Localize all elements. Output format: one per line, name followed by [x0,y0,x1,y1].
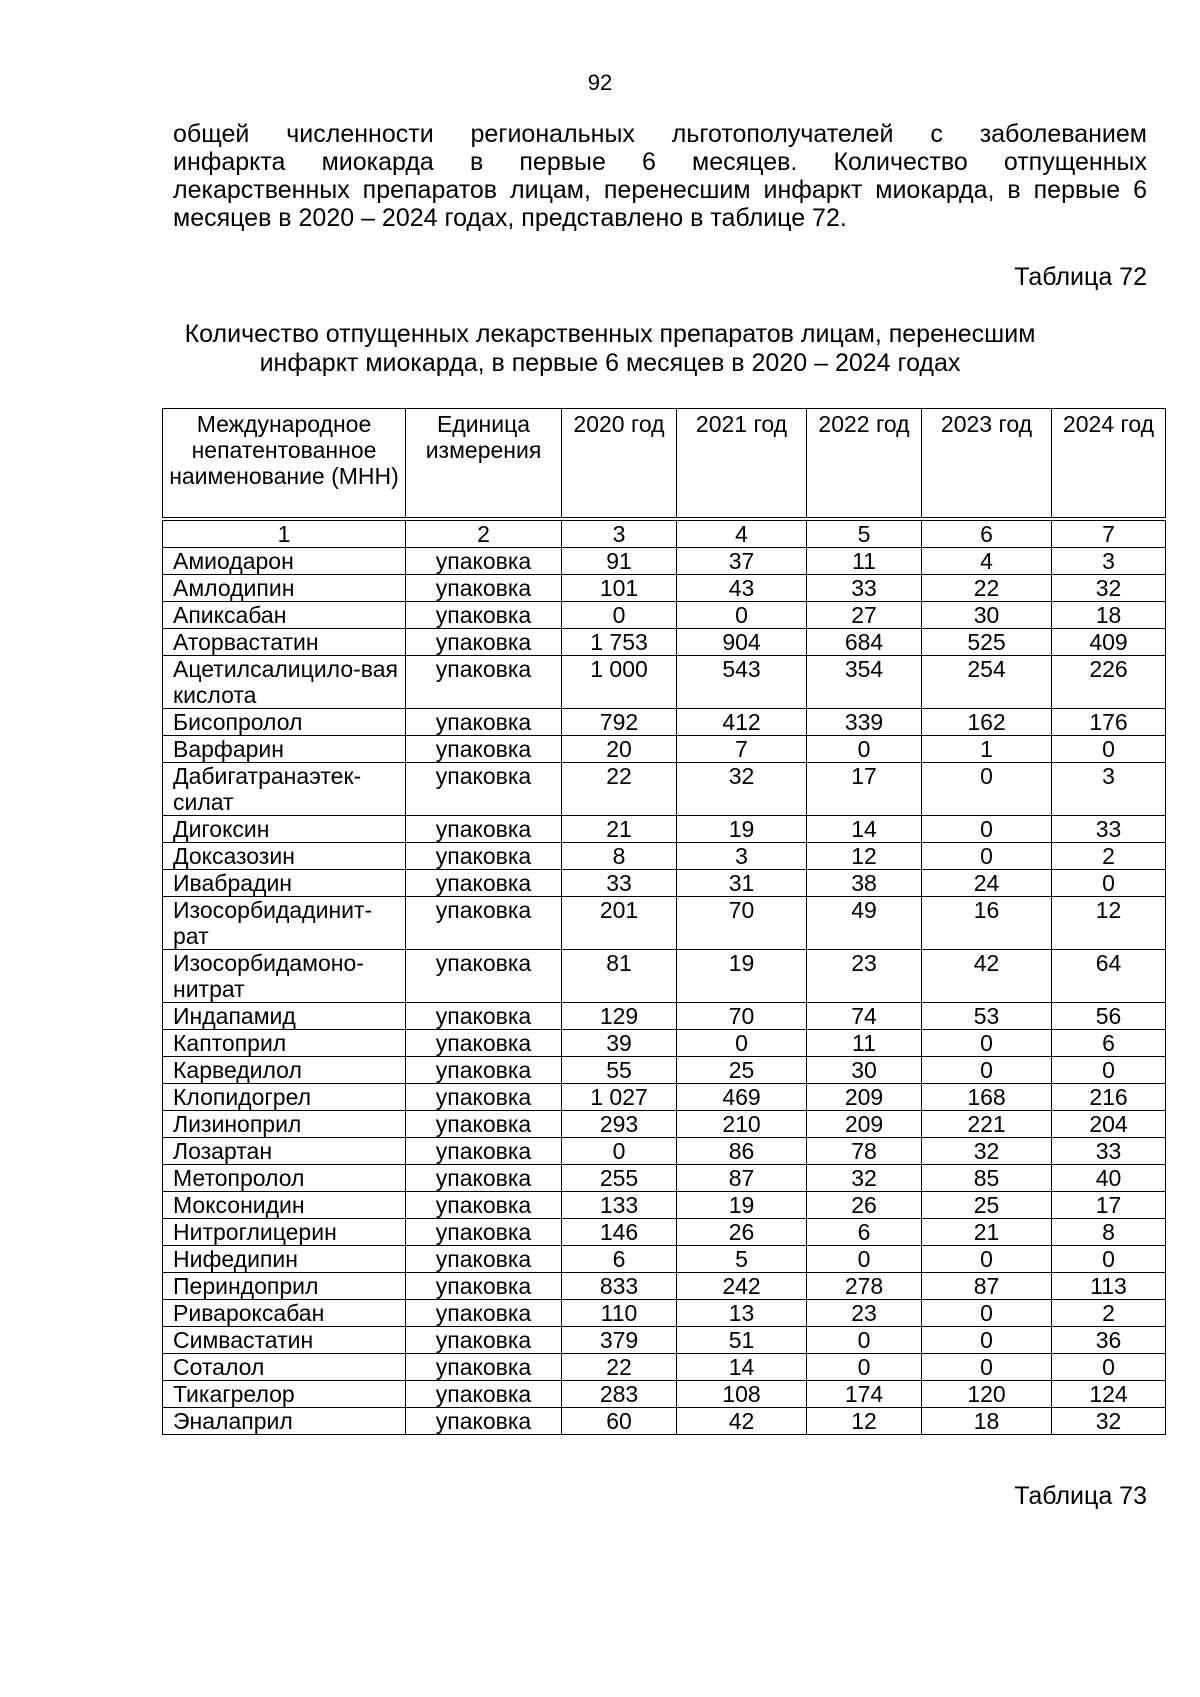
value-cell: 110 [562,1300,677,1327]
table-row [163,1003,1166,1030]
drug-name-cell: Амлодипин [163,575,406,602]
value-cell: 2 [1052,843,1166,870]
value-cell: 30 [807,1057,922,1084]
value-cell: 0 [1052,736,1166,763]
value-cell: 204 [1052,1111,1166,1138]
table-row [163,843,1166,870]
value-cell: 7 [677,736,807,763]
unit-cell: упаковка [406,1138,562,1165]
value-cell: 1 753 [562,629,677,656]
value-cell: 525 [922,629,1052,656]
value-cell: 0 [807,1354,922,1381]
value-cell: 26 [677,1219,807,1246]
table-row [163,1219,1166,1246]
drug-name-cell: Ривароксабан [163,1300,406,1327]
value-cell: 25 [922,1192,1052,1219]
table-row [163,1084,1166,1111]
value-cell: 210 [677,1111,807,1138]
unit-cell: упаковка [406,629,562,656]
drug-name-cell: Карведилол [163,1057,406,1084]
value-cell: 64 [1052,950,1166,1003]
value-cell: 8 [1052,1219,1166,1246]
intro-line: лекарственных препаратов лицам, перенесшим инфаркт миокарда, в первые 6 [173,176,1147,204]
value-cell: 32 [677,763,807,816]
drug-name-cell: Ацетилсалицило-вая кислота [163,656,406,709]
table-73-label: Таблица 73 [1014,1482,1147,1510]
value-cell: 108 [677,1381,807,1408]
value-cell: 21 [562,816,677,843]
value-cell: 0 [807,1327,922,1354]
drug-name-cell: Дабигатранаэтек-силат [163,763,406,816]
value-cell: 409 [1052,629,1166,656]
value-cell: 162 [922,709,1052,736]
value-cell: 543 [677,656,807,709]
table-row [163,1273,1166,1300]
unit-cell: упаковка [406,1165,562,1192]
column-header: 2023 год [922,409,1052,520]
value-cell: 293 [562,1111,677,1138]
value-cell: 833 [562,1273,677,1300]
value-cell: 0 [562,1138,677,1165]
value-cell: 42 [922,950,1052,1003]
value-cell: 0 [922,1327,1052,1354]
column-header: Международное непатентованное наименование (МНН) [163,409,406,520]
unit-cell: упаковка [406,1057,562,1084]
unit-cell: упаковка [406,548,562,575]
value-cell: 254 [922,656,1052,709]
drug-name-cell: Изосорбидамоно-нитрат [163,950,406,1003]
column-number: 7 [1052,519,1166,548]
table-row [163,656,1166,709]
value-cell: 221 [922,1111,1052,1138]
drug-name-cell: Апиксабан [163,602,406,629]
table-row [163,1165,1166,1192]
unit-cell: упаковка [406,1219,562,1246]
value-cell: 19 [677,1192,807,1219]
unit-cell: упаковка [406,1003,562,1030]
value-cell: 12 [807,1408,922,1435]
table-row [163,816,1166,843]
table-row [163,1138,1166,1165]
value-cell: 13 [677,1300,807,1327]
unit-cell: упаковка [406,709,562,736]
value-cell: 904 [677,629,807,656]
medication-table [162,408,1166,1435]
table-row [163,548,1166,575]
value-cell: 379 [562,1327,677,1354]
value-cell: 146 [562,1219,677,1246]
table-row [163,1246,1166,1273]
value-cell: 412 [677,709,807,736]
value-cell: 0 [677,602,807,629]
drug-name-cell: Ивабрадин [163,870,406,897]
column-number: 1 [163,519,406,548]
drug-name-cell: Доксазозин [163,843,406,870]
unit-cell: упаковка [406,1246,562,1273]
value-cell: 113 [1052,1273,1166,1300]
intro-line: общей численности региональных льготополучателей с заболеванием [173,120,1147,148]
value-cell: 17 [1052,1192,1166,1219]
table-row [163,1300,1166,1327]
unit-cell: упаковка [406,1327,562,1354]
value-cell: 31 [677,870,807,897]
value-cell: 0 [807,1246,922,1273]
value-cell: 39 [562,1030,677,1057]
value-cell: 174 [807,1381,922,1408]
value-cell: 469 [677,1084,807,1111]
unit-cell: упаковка [406,763,562,816]
value-cell: 42 [677,1408,807,1435]
value-cell: 70 [677,897,807,950]
unit-cell: упаковка [406,1111,562,1138]
value-cell: 22 [922,575,1052,602]
drug-name-cell: Метопролол [163,1165,406,1192]
value-cell: 684 [807,629,922,656]
drug-name-cell: Соталол [163,1354,406,1381]
value-cell: 33 [1052,816,1166,843]
table-body [163,519,1166,1435]
value-cell: 16 [922,897,1052,950]
value-cell: 1 000 [562,656,677,709]
drug-name-cell: Нифедипин [163,1246,406,1273]
value-cell: 20 [562,736,677,763]
value-cell: 22 [562,1354,677,1381]
value-cell: 32 [807,1165,922,1192]
table-row [163,1057,1166,1084]
value-cell: 792 [562,709,677,736]
value-cell: 6 [1052,1030,1166,1057]
table-72-label: Таблица 72 [1014,263,1147,291]
value-cell: 85 [922,1165,1052,1192]
value-cell: 56 [1052,1003,1166,1030]
drug-name-cell: Лозартан [163,1138,406,1165]
unit-cell: упаковка [406,1381,562,1408]
value-cell: 55 [562,1057,677,1084]
value-cell: 40 [1052,1165,1166,1192]
drug-name-cell: Изосорбидадинит-рат [163,897,406,950]
drug-name-cell: Индапамид [163,1003,406,1030]
value-cell: 1 027 [562,1084,677,1111]
value-cell: 70 [677,1003,807,1030]
value-cell: 81 [562,950,677,1003]
drug-name-cell: Дигоксин [163,816,406,843]
column-header: 2021 год [677,409,807,520]
value-cell: 36 [1052,1327,1166,1354]
table-row [163,950,1166,1003]
value-cell: 133 [562,1192,677,1219]
value-cell: 78 [807,1138,922,1165]
caption-line: Количество отпущенных лекарственных препаратов лицам, перенесшим [184,320,1036,348]
value-cell: 23 [807,1300,922,1327]
drug-name-cell: Варфарин [163,736,406,763]
table-row [163,1354,1166,1381]
drug-name-cell: Лизиноприл [163,1111,406,1138]
value-cell: 25 [677,1057,807,1084]
value-cell: 19 [677,816,807,843]
column-header: 2020 год [562,409,677,520]
unit-cell: упаковка [406,870,562,897]
value-cell: 24 [922,870,1052,897]
value-cell: 74 [807,1003,922,1030]
value-cell: 60 [562,1408,677,1435]
unit-cell: упаковка [406,736,562,763]
value-cell: 0 [922,1354,1052,1381]
value-cell: 33 [1052,1138,1166,1165]
drug-name-cell: Бисопролол [163,709,406,736]
value-cell: 33 [562,870,677,897]
value-cell: 0 [922,843,1052,870]
value-cell: 1 [922,736,1052,763]
column-header: 2022 год [807,409,922,520]
header-row [163,409,1166,520]
drug-name-cell: Клопидогрел [163,1084,406,1111]
value-cell: 0 [677,1030,807,1057]
value-cell: 14 [677,1354,807,1381]
value-cell: 209 [807,1084,922,1111]
value-cell: 0 [922,1057,1052,1084]
value-cell: 51 [677,1327,807,1354]
drug-name-cell: Каптоприл [163,1030,406,1057]
drug-name-cell: Нитроглицерин [163,1219,406,1246]
intro-line: инфаркта миокарда в первые 6 месяцев. Количество отпущенных [173,148,1147,176]
column-number: 4 [677,519,807,548]
value-cell: 339 [807,709,922,736]
drug-name-cell: Тикагрелор [163,1381,406,1408]
table-row [163,1327,1166,1354]
value-cell: 6 [807,1219,922,1246]
column-number: 2 [406,519,562,548]
value-cell: 0 [562,602,677,629]
value-cell: 168 [922,1084,1052,1111]
value-cell: 12 [807,843,922,870]
value-cell: 19 [677,950,807,1003]
value-cell: 27 [807,602,922,629]
unit-cell: упаковка [406,656,562,709]
value-cell: 124 [1052,1381,1166,1408]
unit-cell: упаковка [406,843,562,870]
column-number: 5 [807,519,922,548]
intro-paragraph [173,120,1147,232]
value-cell: 5 [677,1246,807,1273]
value-cell: 53 [922,1003,1052,1030]
table-row [163,602,1166,629]
value-cell: 6 [562,1246,677,1273]
drug-name-cell: Моксонидин [163,1192,406,1219]
value-cell: 255 [562,1165,677,1192]
unit-cell: упаковка [406,1408,562,1435]
unit-cell: упаковка [406,1354,562,1381]
value-cell: 0 [1052,1057,1166,1084]
page-number: 92 [587,70,613,95]
value-cell: 242 [677,1273,807,1300]
table-row [163,763,1166,816]
value-cell: 0 [922,1246,1052,1273]
drug-name-cell: Амиодарон [163,548,406,575]
value-cell: 23 [807,950,922,1003]
value-cell: 86 [677,1138,807,1165]
value-cell: 32 [1052,575,1166,602]
value-cell: 18 [1052,602,1166,629]
value-cell: 3 [677,843,807,870]
unit-cell: упаковка [406,575,562,602]
value-cell: 12 [1052,897,1166,950]
value-cell: 0 [922,1300,1052,1327]
value-cell: 3 [1052,548,1166,575]
value-cell: 37 [677,548,807,575]
value-cell: 176 [1052,709,1166,736]
table-row [163,870,1166,897]
table-row [163,1408,1166,1435]
value-cell: 33 [807,575,922,602]
value-cell: 4 [922,548,1052,575]
value-cell: 0 [1052,870,1166,897]
value-cell: 32 [922,1138,1052,1165]
value-cell: 11 [807,1030,922,1057]
table-row [163,1030,1166,1057]
table-row [163,709,1166,736]
table-caption [150,320,1070,378]
value-cell: 87 [677,1165,807,1192]
drug-name-cell: Аторвастатин [163,629,406,656]
value-cell: 0 [922,816,1052,843]
table-row [163,1192,1166,1219]
value-cell: 21 [922,1219,1052,1246]
unit-cell: упаковка [406,1300,562,1327]
column-header: Единица измерения [406,409,562,520]
column-number-row [163,519,1166,548]
value-cell: 2 [1052,1300,1166,1327]
unit-cell: упаковка [406,1273,562,1300]
unit-cell: упаковка [406,1030,562,1057]
value-cell: 120 [922,1381,1052,1408]
value-cell: 101 [562,575,677,602]
value-cell: 32 [1052,1408,1166,1435]
value-cell: 43 [677,575,807,602]
value-cell: 201 [562,897,677,950]
value-cell: 11 [807,548,922,575]
value-cell: 226 [1052,656,1166,709]
value-cell: 8 [562,843,677,870]
caption-line: инфаркт миокарда, в первые 6 месяцев в 2020 – 2024 годах [259,349,961,377]
table-row [163,1111,1166,1138]
table-row [163,575,1166,602]
value-cell: 14 [807,816,922,843]
value-cell: 22 [562,763,677,816]
unit-cell: упаковка [406,897,562,950]
table-row [163,897,1166,950]
value-cell: 0 [922,1030,1052,1057]
table-row [163,736,1166,763]
unit-cell: упаковка [406,602,562,629]
drug-name-cell: Периндоприл [163,1273,406,1300]
column-number: 6 [922,519,1052,548]
value-cell: 354 [807,656,922,709]
unit-cell: упаковка [406,950,562,1003]
value-cell: 49 [807,897,922,950]
value-cell: 3 [1052,763,1166,816]
value-cell: 38 [807,870,922,897]
table-row [163,1381,1166,1408]
value-cell: 18 [922,1408,1052,1435]
value-cell: 17 [807,763,922,816]
table-row [163,629,1166,656]
value-cell: 283 [562,1381,677,1408]
drug-name-cell: Симвастатин [163,1327,406,1354]
value-cell: 87 [922,1273,1052,1300]
intro-line: месяцев в 2020 – 2024 годах, представлено в таблице 72. [173,204,847,232]
value-cell: 278 [807,1273,922,1300]
unit-cell: упаковка [406,1192,562,1219]
value-cell: 129 [562,1003,677,1030]
unit-cell: упаковка [406,1084,562,1111]
value-cell: 0 [922,763,1052,816]
value-cell: 26 [807,1192,922,1219]
value-cell: 91 [562,548,677,575]
value-cell: 0 [807,736,922,763]
unit-cell: упаковка [406,816,562,843]
value-cell: 216 [1052,1084,1166,1111]
column-number: 3 [562,519,677,548]
value-cell: 30 [922,602,1052,629]
value-cell: 0 [1052,1246,1166,1273]
value-cell: 209 [807,1111,922,1138]
column-header: 2024 год [1052,409,1166,520]
value-cell: 0 [1052,1354,1166,1381]
drug-name-cell: Эналаприл [163,1408,406,1435]
